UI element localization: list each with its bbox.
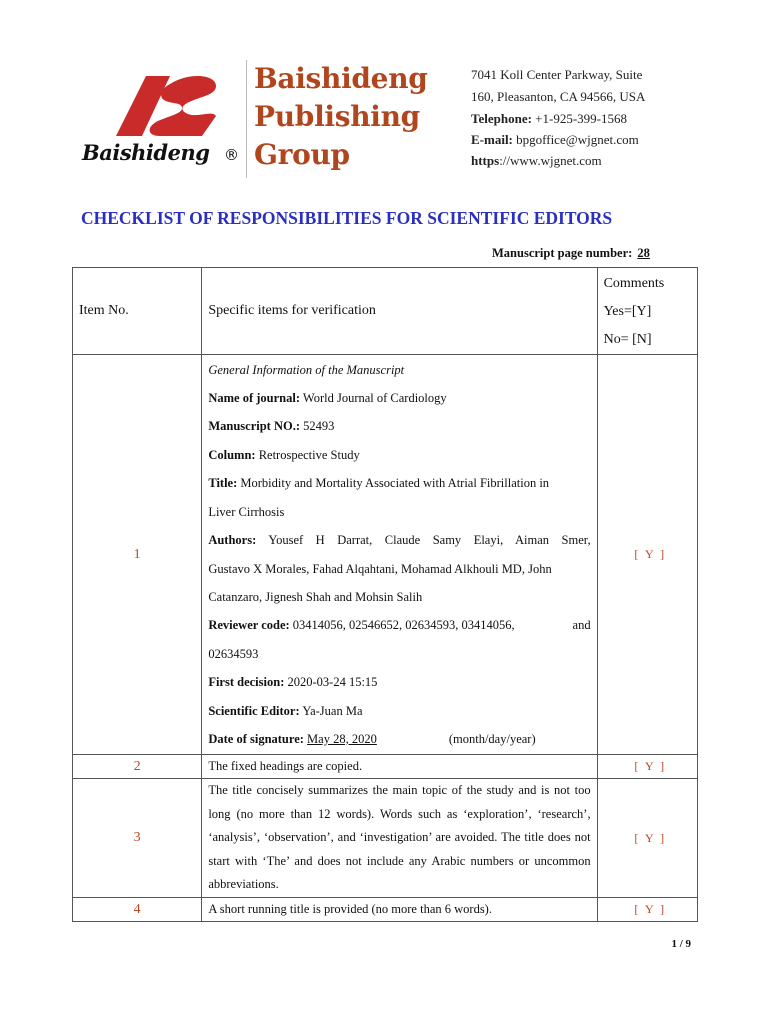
column-label: Column: — [208, 447, 256, 462]
reviewer-code-label: Reviewer code: — [208, 618, 290, 633]
comment-value: [ Y ] — [597, 779, 697, 898]
item-text: A short running title is provided (no more than 6 words). — [202, 898, 597, 922]
signature-date-value: May 28, 2020 — [307, 731, 377, 746]
signature-date-label: Date of signature: — [208, 731, 304, 746]
logo-wordmark: Baishideng — [82, 140, 210, 165]
first-decision-value: 2020-03-24 15:15 — [287, 675, 378, 690]
title-label: Title: — [208, 476, 238, 491]
table-row — [73, 898, 698, 922]
item-number: 3 — [73, 779, 202, 898]
reviewer-codes-line-2: 02634593 — [208, 646, 259, 661]
email-line — [471, 132, 639, 148]
scientific-editor-label: Scientific Editor: — [208, 703, 300, 718]
no-key: No= [N] — [603, 332, 652, 347]
brand-line-3: Group — [254, 138, 350, 171]
manuscript-no-value: 52493 — [303, 419, 335, 434]
table-row — [73, 355, 698, 755]
table-header-row — [73, 268, 698, 355]
comment-value: [ Y ] — [597, 898, 697, 922]
manuscript-no-label: Manuscript NO.: — [208, 419, 300, 434]
telephone-value: +1-925-399-1568 — [535, 111, 627, 126]
first-decision-label: First decision: — [208, 675, 285, 690]
checklist-table — [72, 267, 698, 922]
item-number: 2 — [73, 755, 202, 779]
page-footer-number: 1 / 9 — [671, 938, 691, 950]
reviewer-codes-and: and — [572, 618, 591, 633]
authors-label: Authors: — [208, 533, 257, 548]
page-number-label: Manuscript page number: — [492, 246, 633, 260]
comments-label: Comments — [603, 276, 665, 291]
publisher-logo-icon — [108, 70, 220, 140]
journal-value: World Journal of Cardiology — [302, 391, 447, 406]
item-number: 4 — [73, 898, 202, 922]
brand-line-2: Publishing — [254, 100, 420, 133]
title-value-line-2: Liver Cirrhosis — [208, 504, 285, 519]
general-information-cell — [202, 355, 597, 755]
comment-value: [ Y ] — [597, 755, 697, 779]
logo-divider — [246, 60, 247, 178]
address-line-1: 7041 Koll Center Parkway, Suite — [471, 67, 643, 82]
header-comments — [597, 268, 697, 355]
title-value-line-1: Morbidity and Mortality Associated with Atrial Fibrillation in — [240, 476, 550, 491]
scientific-editor-value: Ya-Juan Ma — [302, 703, 363, 718]
document-title: CHECKLIST OF RESPONSIBILITIES FOR SCIENTIFIC EDITORS — [81, 208, 613, 228]
table-row — [73, 755, 698, 779]
item-number: 1 — [73, 355, 202, 755]
date-format-hint: (month/day/year) — [448, 731, 536, 746]
brand-line-1: Baishideng — [254, 62, 428, 95]
website-line[interactable] — [471, 153, 602, 169]
authors-line-1: Yousef H Darrat, Claude Samy Elayi, Aiman Smer, — [268, 533, 591, 548]
email-link[interactable]: bpgoffice@wjgnet.com — [516, 132, 639, 147]
comment-value: [ Y ] — [597, 355, 697, 755]
website-scheme: https — [471, 153, 500, 168]
website-link[interactable]: ://www.wjgnet.com — [499, 153, 602, 168]
journal-label: Name of journal: — [208, 391, 300, 406]
general-info-heading: General Information of the Manuscript — [208, 362, 405, 377]
email-label: E-mail: — [471, 132, 513, 147]
yes-key: Yes=[Y] — [603, 304, 652, 319]
reviewer-codes-line-1: 03414056, 02546652, 02634593, 03414056, — [292, 618, 515, 633]
header-item-no: Item No. — [73, 268, 202, 355]
telephone-line — [471, 111, 627, 127]
address-line-2: 160, Pleasanton, CA 94566, USA — [471, 89, 646, 104]
registered-mark: ® — [224, 146, 239, 164]
table-row — [73, 779, 698, 898]
page-number-value: 28 — [637, 246, 650, 260]
telephone-label: Telephone: — [471, 111, 532, 126]
column-value: Retrospective Study — [258, 447, 360, 462]
manuscript-page-number — [492, 246, 656, 261]
authors-line-2: Gustavo X Morales, Fahad Alqahtani, Mohamad Alkhouli MD, John — [208, 561, 552, 576]
item-text: The title concisely summarizes the main topic of the study and is not too long (no more than 12 words). Words such as ‘exploration’, ‘research’, ‘analysis’, ‘observation’, and ‘investigation’ are avoided. The title does not start with ‘The’ and does not include any Arabic numbers or uncommon abbreviations. — [202, 779, 597, 898]
header-specific-items: Specific items for verification — [202, 268, 597, 355]
item-text: The fixed headings are copied. — [202, 755, 597, 779]
authors-line-3: Catanzaro, Jignesh Shah and Mohsin Salih — [208, 589, 423, 604]
